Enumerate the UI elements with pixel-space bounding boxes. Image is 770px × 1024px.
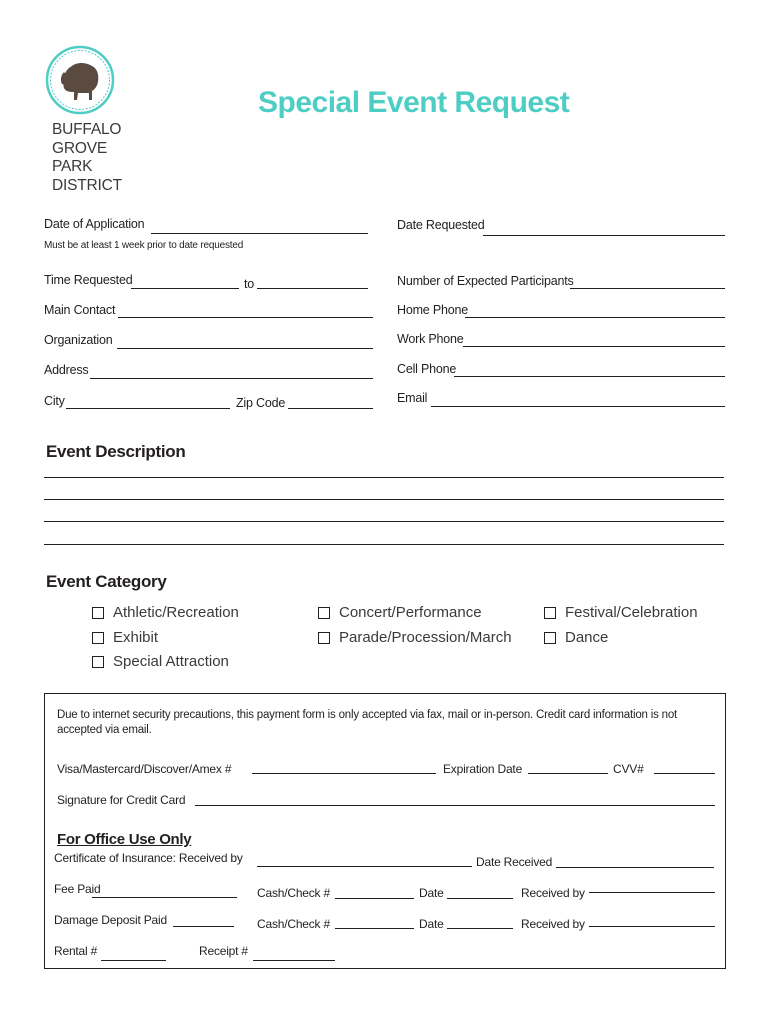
rental-label: Rental # bbox=[54, 944, 98, 958]
rental-field[interactable] bbox=[101, 960, 166, 961]
participants-label: Number of Expected Participants bbox=[397, 274, 574, 288]
category-special-attraction[interactable] bbox=[92, 653, 229, 670]
category-label: Dance bbox=[565, 629, 609, 646]
expiration-label: Expiration Date bbox=[443, 762, 523, 776]
email-label: Email bbox=[397, 391, 428, 405]
home-phone-label: Home Phone bbox=[397, 303, 468, 317]
deposit-received-by-field[interactable] bbox=[589, 926, 715, 927]
category-label: Exhibit bbox=[113, 629, 159, 646]
receipt-field[interactable] bbox=[253, 960, 335, 961]
description-line[interactable] bbox=[44, 499, 724, 500]
damage-deposit-field[interactable] bbox=[173, 926, 234, 927]
work-phone-field[interactable] bbox=[463, 346, 725, 347]
time-requested-label: Time Requested bbox=[44, 273, 133, 287]
card-number-field[interactable] bbox=[252, 773, 436, 774]
city-label: City bbox=[44, 394, 65, 408]
address-label: Address bbox=[44, 363, 89, 377]
logo bbox=[44, 44, 116, 116]
checkbox[interactable] bbox=[92, 656, 104, 668]
category-exhibit[interactable] bbox=[92, 629, 158, 646]
main-contact-label: Main Contact bbox=[44, 303, 116, 317]
office-use-heading: For Office Use Only bbox=[57, 831, 192, 848]
logo-line: DISTRICT bbox=[52, 176, 122, 194]
bison-icon bbox=[44, 44, 116, 116]
deposit-date-label: Date bbox=[419, 917, 444, 931]
logo-line: PARK bbox=[52, 158, 93, 175]
email-field[interactable] bbox=[431, 406, 725, 407]
fee-cash-check-field[interactable] bbox=[335, 898, 414, 899]
deposit-date-field[interactable] bbox=[447, 928, 513, 929]
address-field[interactable] bbox=[90, 378, 373, 379]
receipt-label: Receipt # bbox=[199, 944, 248, 958]
organization-label: Organization bbox=[44, 333, 113, 347]
card-number-label: Visa/Mastercard/Discover/Amex # bbox=[57, 762, 232, 776]
certificate-received-by-field[interactable] bbox=[257, 866, 472, 867]
description-line[interactable] bbox=[44, 477, 724, 478]
event-category-heading: Event Category bbox=[46, 572, 167, 591]
description-line[interactable] bbox=[44, 521, 724, 522]
category-label: Special Attraction bbox=[113, 653, 229, 670]
page-title: Special Event Request bbox=[258, 86, 570, 119]
signature-field[interactable] bbox=[195, 805, 715, 806]
checkbox[interactable] bbox=[318, 632, 330, 644]
description-line[interactable] bbox=[44, 544, 724, 545]
date-received-label: Date Received bbox=[476, 855, 553, 869]
fee-paid-label: Fee Paid bbox=[54, 882, 101, 896]
checkbox[interactable] bbox=[92, 607, 104, 619]
fee-cash-check-label: Cash/Check # bbox=[257, 886, 330, 900]
checkbox[interactable] bbox=[318, 607, 330, 619]
logo-line: BUFFALO bbox=[52, 121, 122, 138]
fee-date-label: Date bbox=[419, 886, 444, 900]
cvv-field[interactable] bbox=[654, 773, 715, 774]
category-label: Athletic/Recreation bbox=[113, 604, 239, 621]
date-of-application-label: Date of Application bbox=[44, 217, 145, 231]
cell-phone-field[interactable] bbox=[454, 376, 725, 377]
deposit-cash-check-field[interactable] bbox=[335, 928, 414, 929]
organization-field[interactable] bbox=[117, 348, 373, 349]
category-concert[interactable] bbox=[318, 604, 482, 621]
category-label: Concert/Performance bbox=[339, 604, 482, 621]
zip-field[interactable] bbox=[288, 408, 373, 409]
time-from-field[interactable] bbox=[131, 288, 239, 289]
checkbox[interactable] bbox=[544, 607, 556, 619]
logo-line: GROVE bbox=[52, 139, 107, 157]
event-description-heading: Event Description bbox=[46, 442, 186, 461]
category-athletic[interactable] bbox=[92, 604, 239, 621]
cell-phone-label: Cell Phone bbox=[397, 362, 457, 376]
date-requested-label: Date Requested bbox=[397, 218, 485, 232]
date-note: Must be at least 1 week prior to date requested bbox=[44, 240, 244, 251]
fee-received-by-label: Received by bbox=[521, 886, 585, 900]
fee-date-field[interactable] bbox=[447, 898, 513, 899]
participants-field[interactable] bbox=[570, 288, 725, 289]
time-to-field[interactable] bbox=[257, 288, 368, 289]
zip-label: Zip Code bbox=[236, 396, 286, 410]
category-label: Festival/Celebration bbox=[565, 604, 698, 621]
checkbox[interactable] bbox=[92, 632, 104, 644]
category-dance[interactable] bbox=[544, 629, 608, 646]
checkbox[interactable] bbox=[544, 632, 556, 644]
city-field[interactable] bbox=[66, 408, 230, 409]
main-contact-field[interactable] bbox=[118, 317, 373, 318]
category-festival[interactable] bbox=[544, 604, 698, 621]
certificate-label: Certificate of Insurance: Received by bbox=[54, 851, 243, 865]
work-phone-label: Work Phone bbox=[397, 332, 464, 346]
category-parade[interactable] bbox=[318, 629, 512, 646]
date-received-field[interactable] bbox=[556, 867, 714, 868]
signature-label: Signature for Credit Card bbox=[57, 793, 186, 807]
expiration-field[interactable] bbox=[528, 773, 608, 774]
date-requested-field[interactable] bbox=[483, 235, 725, 236]
fee-received-by-field[interactable] bbox=[589, 892, 715, 893]
deposit-received-by-label: Received by bbox=[521, 917, 585, 931]
deposit-cash-check-label: Cash/Check # bbox=[257, 917, 330, 931]
damage-deposit-label: Damage Deposit Paid bbox=[54, 913, 167, 927]
home-phone-field[interactable] bbox=[465, 317, 725, 318]
time-to-label: to bbox=[244, 277, 255, 291]
date-of-application-field[interactable] bbox=[151, 233, 368, 234]
payment-notice: Due to internet security precautions, this payment form is only accepted via fax, mail or in-person. Credit card information is not accepted via email. bbox=[57, 709, 678, 736]
fee-paid-field[interactable] bbox=[92, 897, 237, 898]
cvv-label: CVV# bbox=[613, 762, 644, 776]
category-label: Parade/Procession/March bbox=[339, 629, 512, 646]
logo-wordmark bbox=[52, 121, 122, 195]
